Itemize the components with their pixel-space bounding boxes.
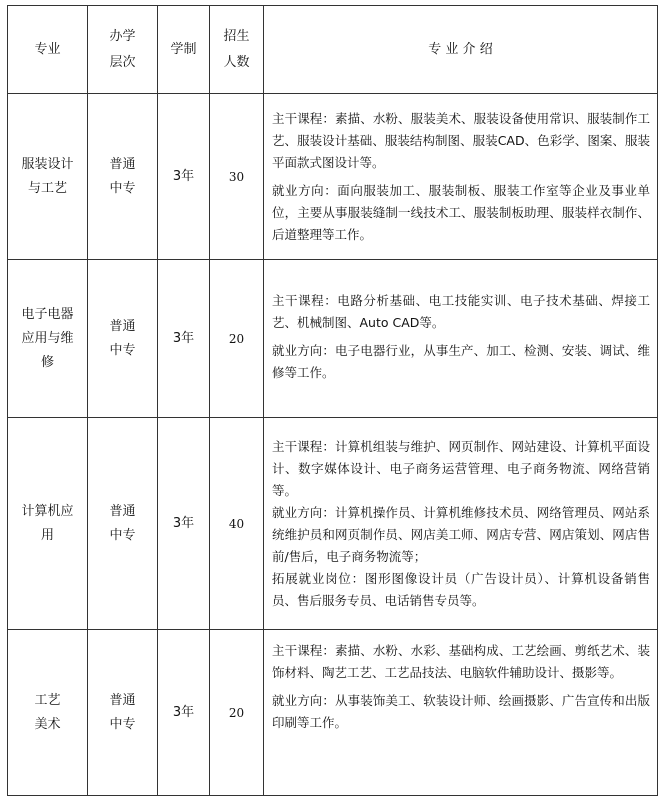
enroll-cell: 20 [210, 630, 264, 796]
major-cell: 服装设计 与工艺 [8, 94, 88, 260]
courses-text: 主干课程：计算机组装与维护、网页制作、网站建设、计算机平面设计、数字媒体设计、电子商务运营管理、电子商务物流、网络营销等。 [272, 439, 650, 498]
intro-cell [264, 630, 658, 796]
duration-cell: 3年 [158, 418, 210, 630]
courses-text: 主干课程：素描、水粉、服装美术、服装设备使用常识、服装制作工艺、服装设计基础、服装结构制图、服装CAD、色彩学、图案、服装平面款式图设计等。 [272, 111, 650, 170]
major-cell: 电子电器 应用与维 修 [8, 260, 88, 418]
duration-cell: 3年 [158, 630, 210, 796]
level-cell: 普通 中专 [88, 418, 158, 630]
duration-cell: 3年 [158, 94, 210, 260]
enroll-cell: 20 [210, 260, 264, 418]
major-cell: 计算机应 用 [8, 418, 88, 630]
majors-table [7, 5, 658, 796]
header-major: 专业 [8, 6, 88, 94]
table-row [8, 260, 658, 418]
career-text: 就业方向：计算机操作员、计算机维修技术员、网络管理员、网站系统维护员和网页制作员、网店美工师、网店专营、网店策划、网店售前/售后，电子商务物流等； [272, 505, 650, 564]
enroll-cell: 40 [210, 418, 264, 630]
header-intro: 专 业 介 绍 [264, 6, 658, 94]
courses-text: 主干课程：电路分析基础、电工技能实训、电子技术基础、焊接工艺、机械制图、Auto CAD等。 [272, 293, 650, 330]
level-cell: 普通 中专 [88, 630, 158, 796]
duration-cell: 3年 [158, 260, 210, 418]
intro-cell [264, 418, 658, 630]
header-duration: 学制 [158, 6, 210, 94]
header-row [8, 6, 658, 94]
level-cell: 普通 中专 [88, 94, 158, 260]
career-text: 就业方向：从事装饰美工、软装设计师、绘画摄影、广告宣传和出版印刷等工作。 [272, 693, 650, 730]
intro-cell [264, 94, 658, 260]
table-row [8, 94, 658, 260]
major-cell: 工艺 美术 [8, 630, 88, 796]
header-enroll: 招生 人数 [210, 6, 264, 94]
table-row [8, 630, 658, 796]
table-row [8, 418, 658, 630]
career-text: 就业方向：面向服装加工、服装制板、服装工作室等企业及事业单位，主要从事服装缝制一线技术工、服装制板助理、服装样衣制作、后道整理等工作。 [272, 183, 650, 242]
header-level: 办学 层次 [88, 6, 158, 94]
extended-career-text: 拓展就业岗位：图形图像设计员（广告设计员）、计算机设备销售员、售后服务专员、电话销售专员等。 [272, 571, 650, 608]
level-cell: 普通 中专 [88, 260, 158, 418]
intro-cell [264, 260, 658, 418]
courses-text: 主干课程：素描、水粉、水彩、基础构成、工艺绘画、剪纸艺术、装饰材料、陶艺工艺、工艺品技法、电脑软件辅助设计、摄影等。 [272, 643, 650, 680]
career-text: 就业方向：电子电器行业，从事生产、加工、检测、安装、调试、维修等工作。 [272, 343, 650, 380]
enroll-cell: 30 [210, 94, 264, 260]
